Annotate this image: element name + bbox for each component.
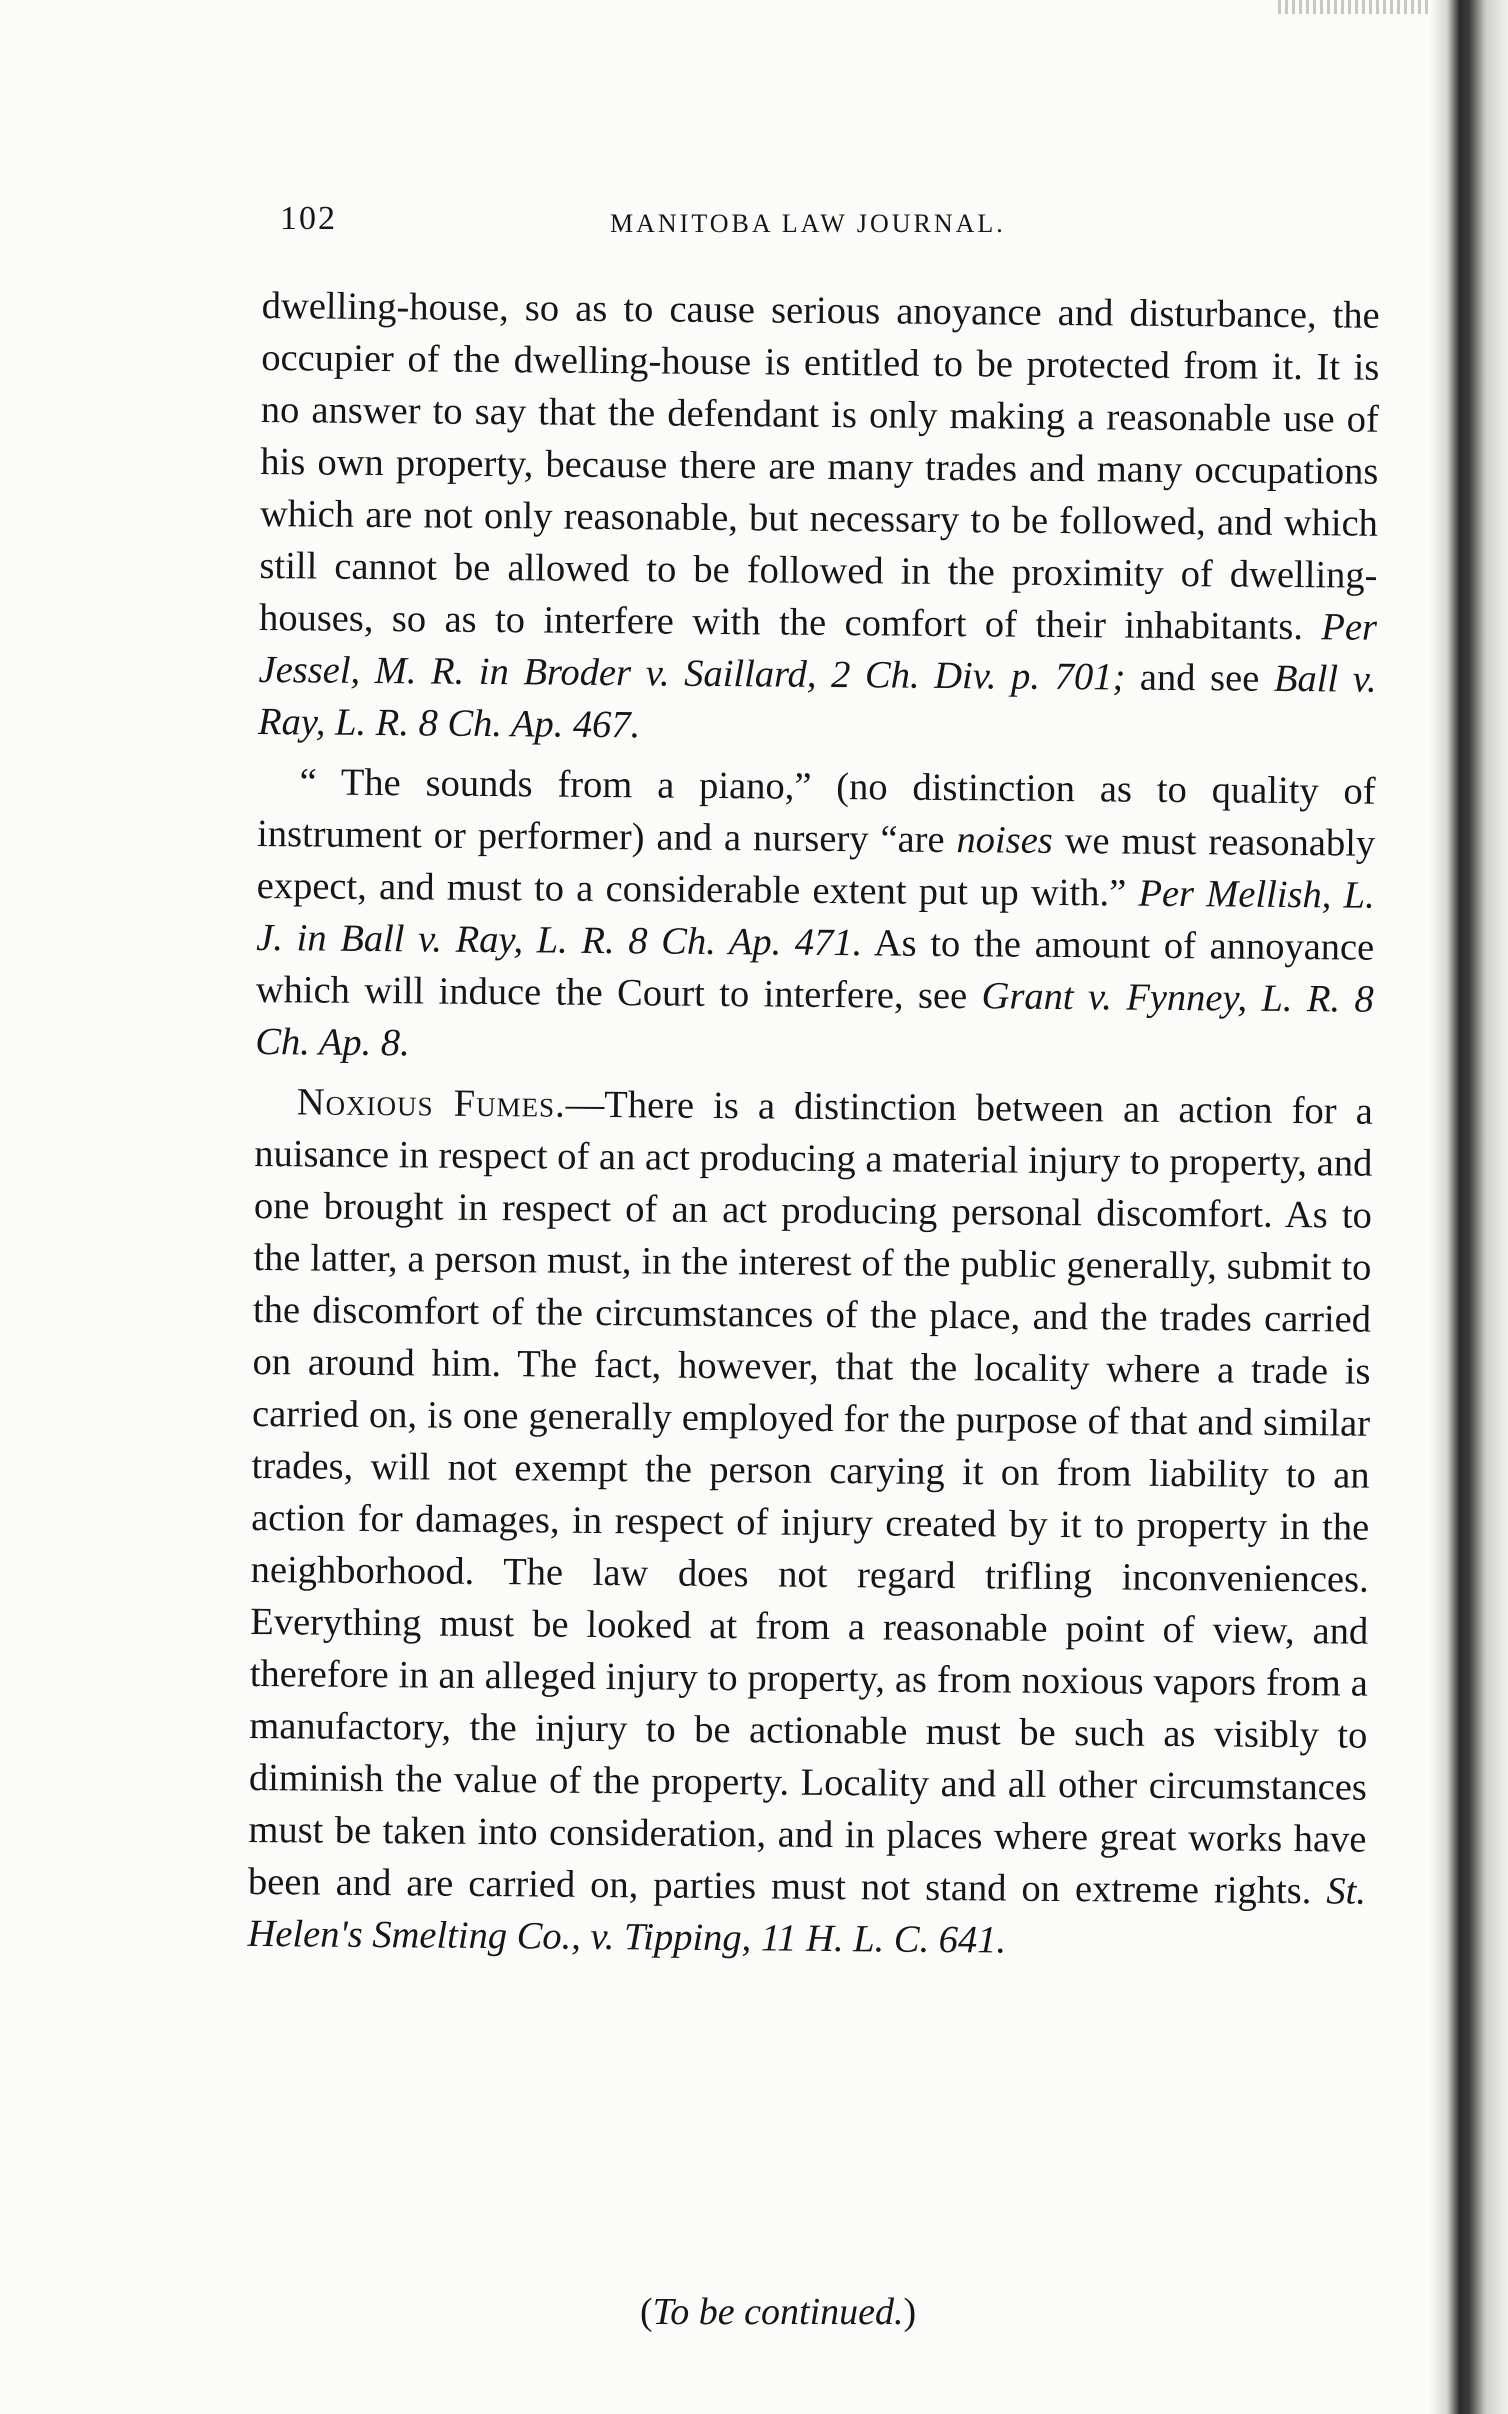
- running-head: MANITOBA LAW JOURNAL.: [610, 209, 1006, 238]
- close-paren: ): [903, 2291, 917, 2333]
- page-number: 102: [280, 200, 337, 237]
- emphasis-noises: noises: [956, 819, 1053, 862]
- body-text: [247, 280, 1380, 1970]
- citation-mellish: Per Mellish, L. J. in Ball v. Ray, L. R. 8 Ch. Ap. 471.: [256, 872, 1375, 965]
- connector-text: and see: [1139, 656, 1260, 700]
- paragraph-2-text-1: “ The sounds from a piano,” (no distinction as to quality of instrument or performer) and a nursery “are: [256, 761, 1376, 861]
- paragraph-1: [258, 280, 1380, 758]
- section-heading-noxious-fumes: Noxious Fumes.: [296, 1081, 566, 1126]
- paragraph-2: [255, 756, 1376, 1078]
- open-paren: (: [640, 2291, 653, 2333]
- citation-ball-ray-467: Ball v. Ray, L. R. 8 Ch. Ap. 467.: [257, 657, 1377, 747]
- paragraph-3-text: —There is a distinction between an action for a nuisance in respect of an act producing a material injury to property, and one brought in respect of an act producing personal discomfort. As to the latter, a person must, in the interest of the public generally, submit to the discomfort of the circumstances of the place, and the trades carried on around him. The fact, however, that the locality where a trade is carried on, is one generally employed for the purpose of that and similar trades, will not exempt the person carying it on from liability to an action for damages, in respect of injury created by it to property in the neighborhood. The law does not regard trifling inconveniences. Everything must be looked at from a reasonable point of view, and therefore in an alleged injury to property, as from noxious vapors from a manufactory, the injury to be actionable must be such as visibly to diminish the value of the property. Locality and all other circumstances must be taken into consideration, and in places where great works have been and are carried on, parties must not stand on extreme rights.: [247, 1083, 1373, 1913]
- continued-text: To be continued.: [652, 2291, 904, 2333]
- page-header: [280, 200, 1070, 250]
- to-be-continued: [640, 2290, 916, 2334]
- page-binding-edge: [1430, 0, 1508, 2414]
- paragraph-2-text-3: As to the amount of annoyance which will induce the Court to interfere, see: [255, 922, 1375, 1018]
- citation-st-helens: St. Helen's Smelting Co., v. Tipping, 11 H. L. C. 641.: [247, 1870, 1367, 1962]
- paragraph-1-text: dwelling-house, so as to cause serious anoyance and disturbance, the occupier of the dwelling-house is entitled to be protected from it. It is no answer to say that the defendant is only making a reasonable use of his own property, because there are many trades and many occupations which are not only reasonable, but necessary to be followed, and which still cannot be allowed to be followed in the proximity of dwelling-houses, so as to interfere with the comfort of their inhabitants.: [258, 284, 1380, 649]
- citation-grant-fynney: Grant v. Fynney, L. R. 8 Ch. Ap. 8.: [255, 975, 1374, 1065]
- paragraph-3: [247, 1076, 1373, 1970]
- citation-jessel: Per Jessel, M. R. in Broder v. Saillard, 2 Ch. Div. p. 701;: [258, 606, 1378, 699]
- paragraph-2-text-2: we must reasonably expect, and must to a considerable extent put up with.”: [256, 820, 1376, 915]
